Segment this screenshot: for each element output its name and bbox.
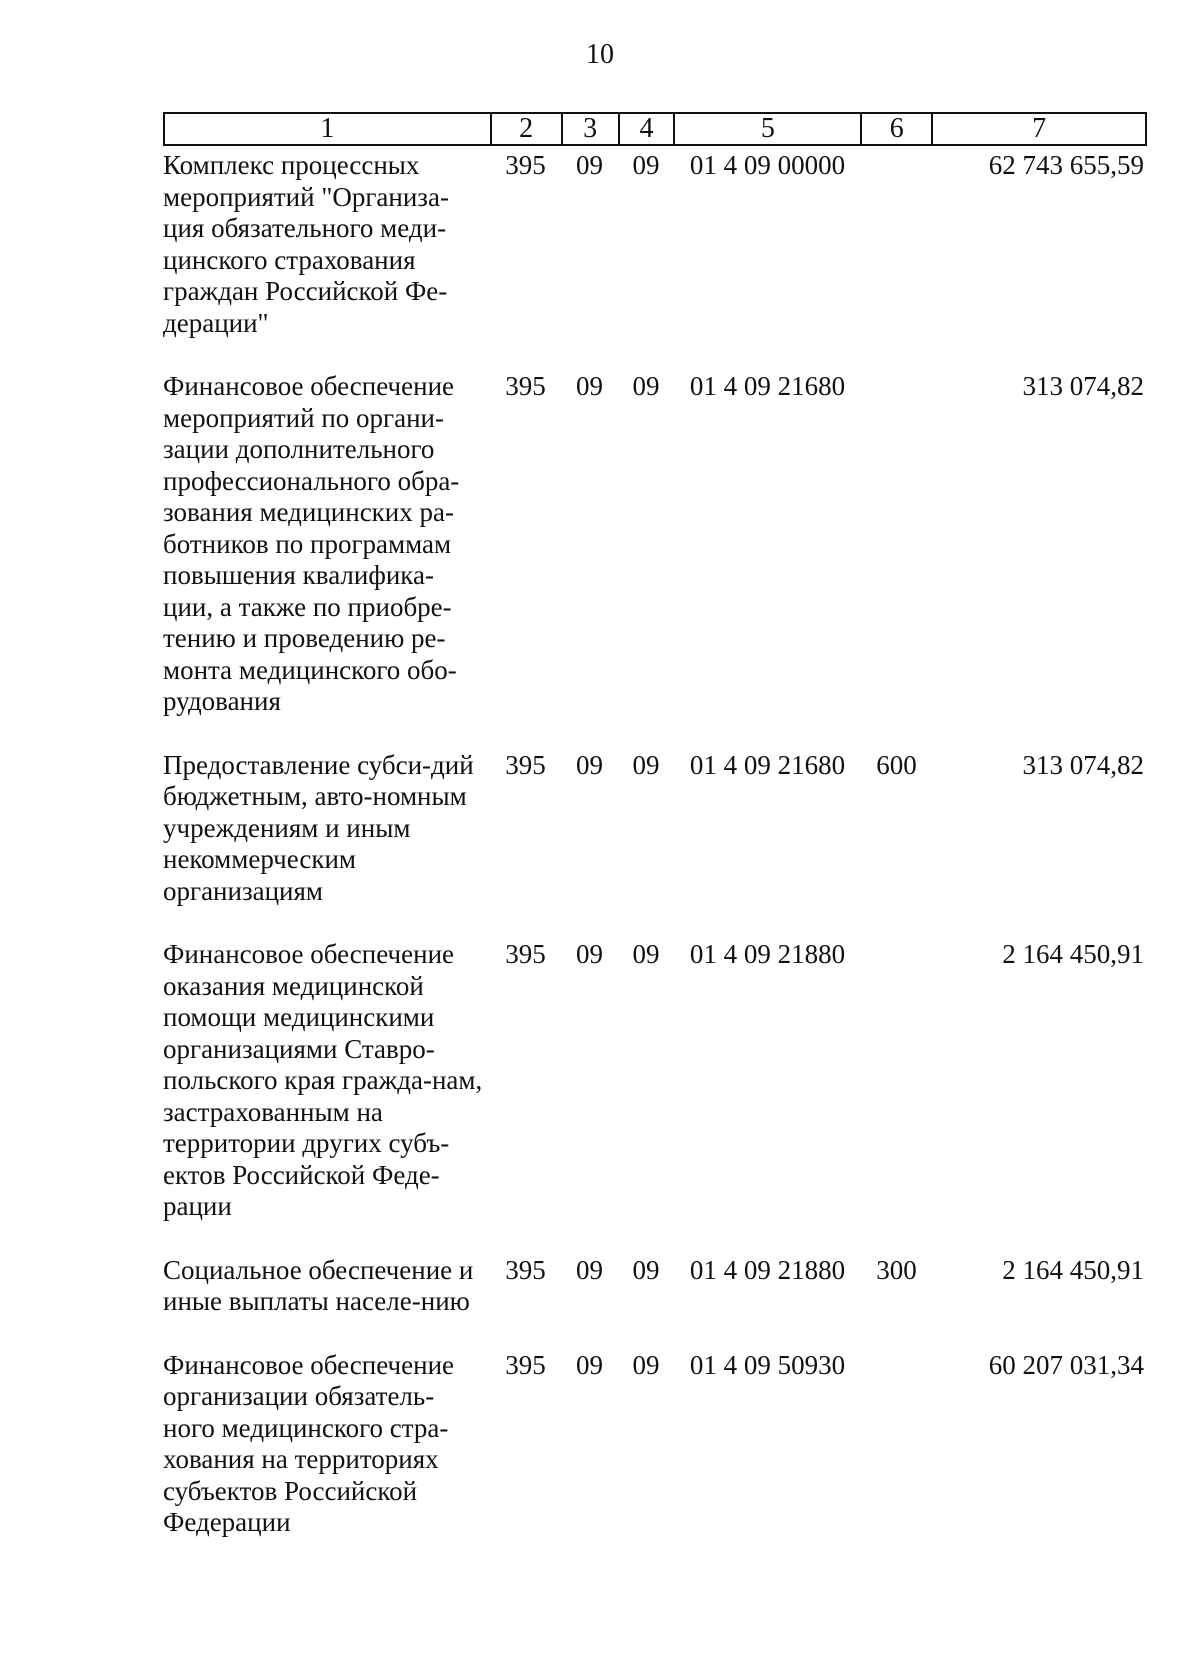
row-name: Комплекс процессных мероприятий "Организа-ция обязательного меди-цинского страхования граждан Российской Фе-дерации" xyxy=(163,150,449,338)
table-body xyxy=(163,150,1147,1571)
row-col-5: 01 4 09 00000 xyxy=(689,150,846,180)
row-col-6 xyxy=(861,939,932,1223)
row-col-6 xyxy=(861,150,932,339)
table-row xyxy=(163,939,1147,1223)
table-row xyxy=(163,371,1147,718)
table-row xyxy=(163,1255,1147,1318)
header-cell-5: 5 xyxy=(675,114,862,144)
row-col-2: 395 xyxy=(505,939,546,969)
row-col-2: 395 xyxy=(505,150,546,180)
header-cell-2: 2 xyxy=(492,114,563,144)
row-name: Социальное обеспечение и иные выплаты населе-нию xyxy=(163,1254,474,1316)
row-col-5: 01 4 09 21880 xyxy=(689,1254,846,1285)
row-name: Финансовое обеспечение оказания медицинской помощи медицинскими организациями Ставро-польского края гражда-нам, застрахованным на территории других субъ-ектов Российской Феде-рации xyxy=(163,939,483,1221)
row-name: Финансовое обеспечение организации обязатель-ного медицинского стра-хования на территориях субъектов Российской Федерации xyxy=(163,1349,455,1537)
row-amount: 2 164 450,91 xyxy=(1002,939,1144,969)
row-col-3: 09 xyxy=(576,371,603,401)
row-col-6 xyxy=(861,1350,932,1539)
row-col-6: 600 xyxy=(876,749,917,780)
table-row xyxy=(163,750,1147,908)
row-amount: 62 743 655,59 xyxy=(988,150,1144,180)
row-col-2: 395 xyxy=(505,371,546,401)
row-col-6: 300 xyxy=(876,1254,917,1285)
row-amount: 2 164 450,91 xyxy=(1002,1254,1144,1285)
row-col-4: 09 xyxy=(632,1254,660,1285)
row-col-3: 09 xyxy=(576,939,603,969)
row-amount: 313 074,82 xyxy=(1022,371,1144,401)
row-col-4: 09 xyxy=(632,749,660,780)
row-col-4: 09 xyxy=(632,1349,660,1380)
row-col-5: 01 4 09 21680 xyxy=(689,749,846,780)
row-name: Предоставление субси-дий бюджетным, авто-номным учреждениям и иным некоммерческим организациям xyxy=(163,749,474,906)
row-col-2: 395 xyxy=(505,749,546,780)
row-col-5: 01 4 09 50930 xyxy=(689,1349,846,1380)
row-col-3: 09 xyxy=(576,150,603,180)
header-cell-3: 3 xyxy=(563,114,620,144)
header-cell-1: 1 xyxy=(165,114,492,144)
row-col-6 xyxy=(861,371,932,718)
row-col-5: 01 4 09 21880 xyxy=(689,939,846,969)
row-name: Финансовое обеспечение мероприятий по органи-зации дополнительного профессионального обра-зования медицинских ра-ботников по программам повышения квалифика-ции, а также по приобре-тению и проведению ре-монта медицинского обо-рудования xyxy=(163,371,460,716)
page-number: 10 xyxy=(586,39,614,70)
row-col-3: 09 xyxy=(576,1349,603,1380)
table-row xyxy=(163,150,1147,339)
table-row xyxy=(163,1350,1147,1539)
table-header xyxy=(163,112,1147,146)
row-amount: 313 074,82 xyxy=(1022,749,1144,780)
row-col-4: 09 xyxy=(632,150,660,180)
row-col-5: 01 4 09 21680 xyxy=(689,371,846,401)
header-cell-6: 6 xyxy=(862,114,933,144)
row-col-2: 395 xyxy=(505,1254,546,1285)
header-cell-4: 4 xyxy=(620,114,676,144)
row-col-4: 09 xyxy=(632,371,660,401)
row-col-4: 09 xyxy=(632,939,660,969)
header-cell-7: 7 xyxy=(1032,113,1047,144)
row-amount: 60 207 031,34 xyxy=(988,1349,1144,1380)
row-col-2: 395 xyxy=(505,1349,546,1380)
row-col-3: 09 xyxy=(576,1254,603,1285)
row-col-3: 09 xyxy=(576,749,603,780)
